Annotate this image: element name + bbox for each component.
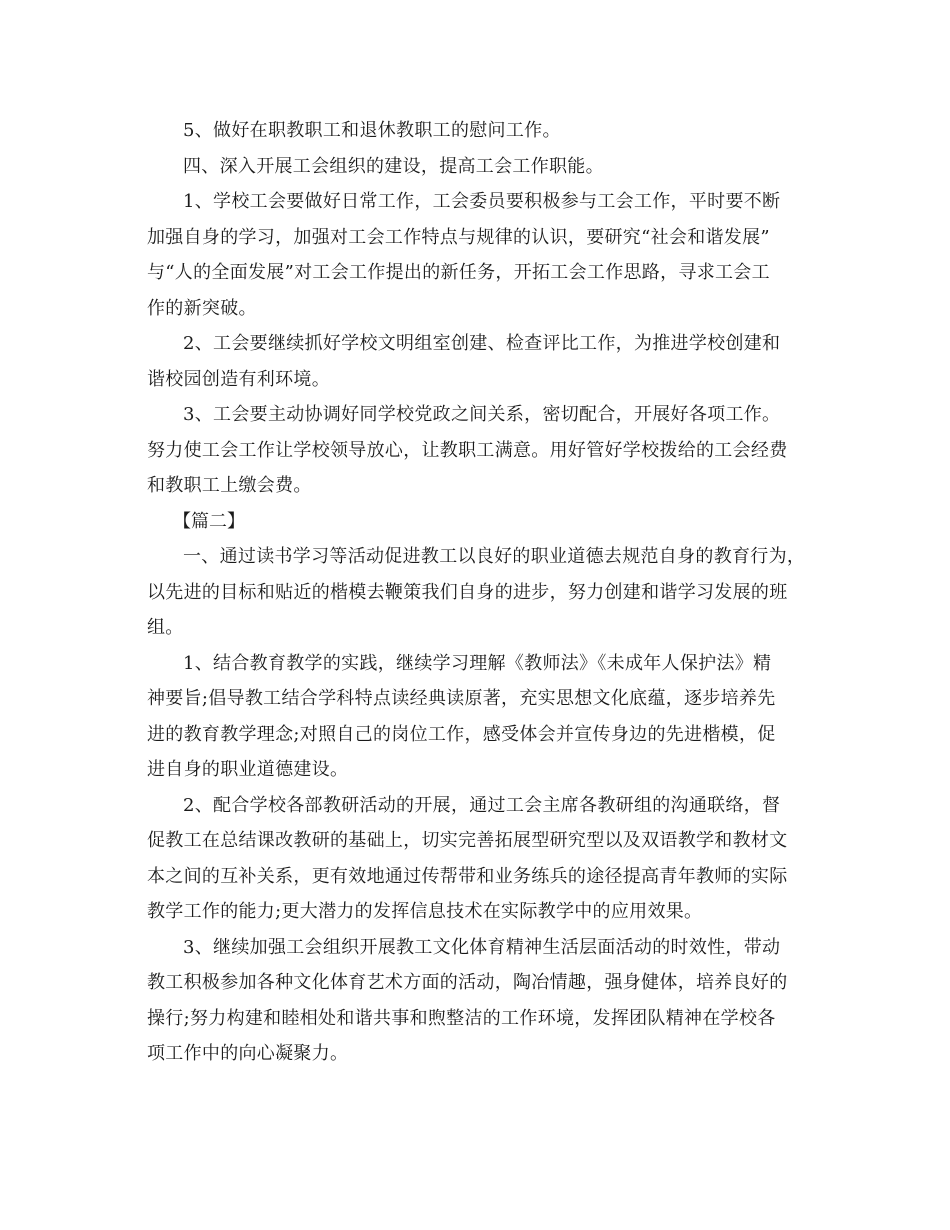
text-line: 促教工在总结课改教研的基础上，切实完善拓展型研究型以及双语教学和教材文 — [147, 830, 788, 851]
section-heading-text: 【篇二】 — [173, 510, 245, 532]
paragraph-reading-activities — [147, 539, 817, 646]
text-line: 5、做好在职教职工和退休教职工的慰问工作。 — [183, 120, 561, 141]
text-line: 1、结合教育教学的实践，继续学习理解《教师法》《未成年人保护法》精 — [183, 652, 772, 674]
text-line: 进自身的职业道德建设。 — [147, 759, 349, 780]
section-heading-part-two — [147, 504, 817, 540]
text-line: 教工积极参加各种文化体育艺术方面的活动，陶冶情趣，强身健体，培养良好的 — [147, 972, 788, 993]
text-line: 项工作中的向心凝聚力。 — [147, 1043, 349, 1064]
text-line: 操行;努力构建和睦相处和谐共事和煦整洁的工作环境，发挥团队精神在学校各 — [147, 1007, 776, 1029]
text-line: 加强自身的学习，加强对工会工作特点与规律的认识，要研究“社会和谐发展” — [147, 226, 770, 248]
text-line: 和教职工上缴会费。 — [147, 475, 312, 496]
paragraph-daily-work — [147, 184, 817, 326]
paragraph-condolence — [147, 113, 817, 149]
text-line: 努力使工会工作让学校领导放心，让教职工满意。用好管好学校拨给的工会经费 — [147, 439, 788, 461]
text-line: 谐校园创造有利环境。 — [147, 368, 330, 390]
text-line: 以先进的目标和贴近的楷模去鞭策我们自身的进步，努力创建和谐学习发展的班 — [147, 581, 788, 603]
text-line: 一、通过读书学习等活动促进教工以良好的职业道德去规范自身的教育行为， — [183, 546, 806, 567]
text-line: 1、学校工会要做好日常工作，工会委员要积极参与工会工作，平时要不断 — [183, 191, 781, 212]
text-line: 2、工会要继续抓好学校文明组室创建、检查评比工作，为推进学校创建和 — [183, 333, 781, 354]
paragraph-culture-sports — [147, 930, 817, 1072]
text-line: 3、工会要主动协调好同学校党政之间关系，密切配合，开展好各项工作。 — [183, 404, 781, 425]
paragraph-teaching-practice — [147, 646, 817, 788]
text-line: 教学工作的能力;更大潜力的发挥信息技术在实际教学中的应用效果。 — [147, 901, 703, 922]
text-line: 与“人的全面发展”对工会工作提出的新任务，开拓工会工作思路，寻求工会工 — [147, 262, 770, 283]
paragraph-teaching-research — [147, 788, 817, 930]
text-line: 进的教育教学理念;对照自己的岗位工作，感受体会并宣传身边的先进楷模，促 — [147, 723, 776, 745]
paragraph-coordination — [147, 397, 817, 504]
document-body — [147, 113, 817, 1072]
text-line: 组。 — [147, 617, 184, 638]
text-line: 神要旨;倡导教工结合学科特点读经典读原著，充实思想文化底蕴，逐步培养先 — [147, 688, 776, 709]
text-line: 四、深入开展工会组织的建设，提高工会工作职能。 — [183, 155, 604, 177]
text-line: 2、配合学校各部教研活动的开展，通过工会主席各教研组的沟通联络，督 — [183, 794, 781, 816]
paragraph-civilized-group — [147, 326, 817, 397]
paragraph-section-four-heading — [147, 149, 817, 185]
text-line: 作的新突破。 — [147, 297, 257, 319]
text-line: 本之间的互补关系，更有效地通过传帮带和业务练兵的途径提高青年教师的实际 — [147, 865, 788, 887]
text-line: 3、继续加强工会组织开展教工文化体育精神生活层面活动的时效性，带动 — [183, 936, 781, 958]
